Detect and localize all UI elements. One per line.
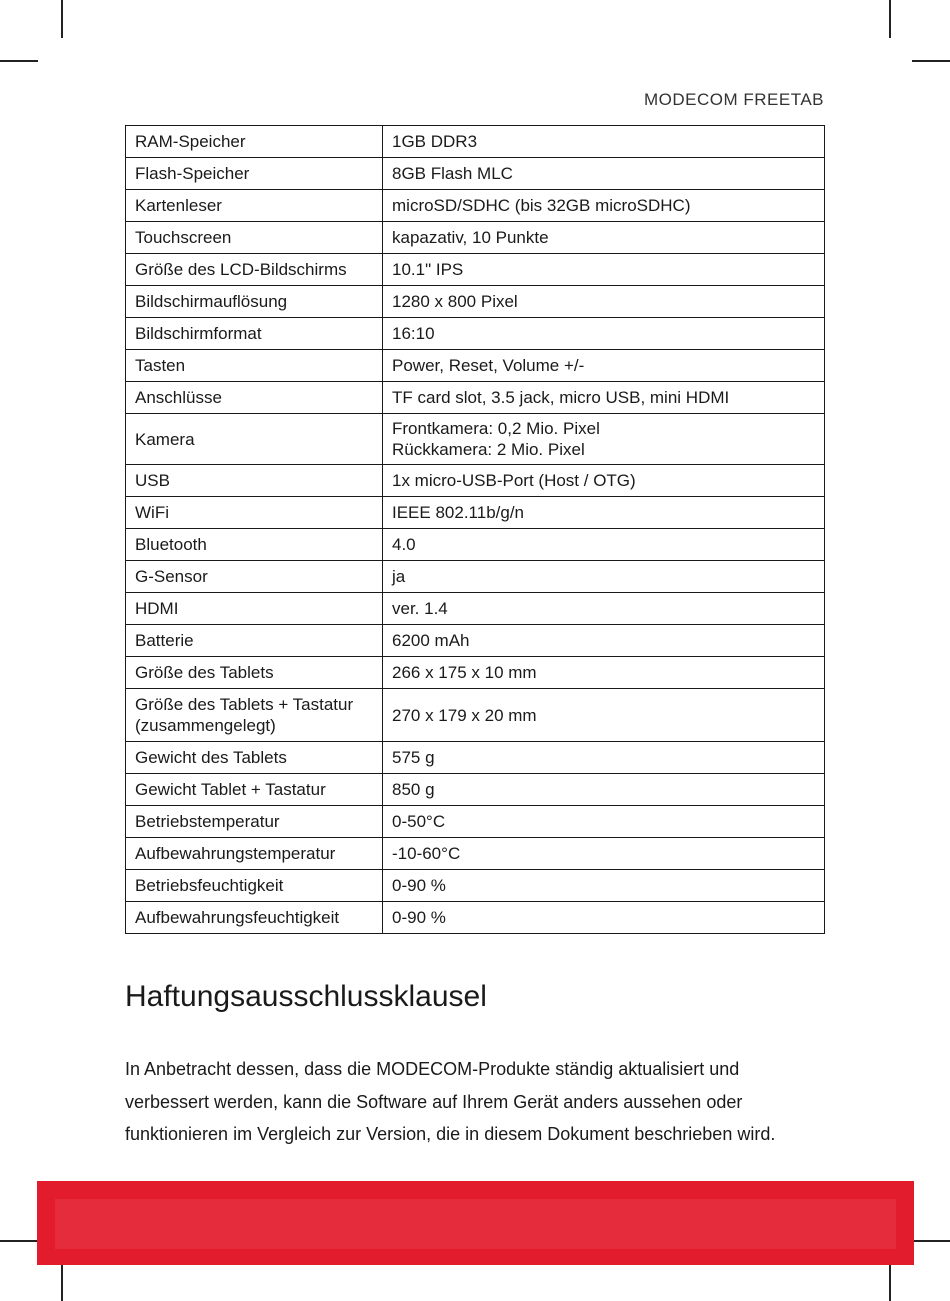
table-row <box>126 561 825 593</box>
spec-label: Flash-Speicher <box>126 158 383 190</box>
spec-label: Bluetooth <box>126 529 383 561</box>
table-row <box>126 465 825 497</box>
spec-label: WiFi <box>126 497 383 529</box>
specs-table <box>125 125 825 934</box>
spec-label: Bildschirmauflösung <box>126 286 383 318</box>
spec-value-line: Rückkamera: 2 Mio. Pixel <box>392 440 585 459</box>
spec-value: 16:10 <box>383 318 825 350</box>
table-row <box>126 689 825 742</box>
table-row <box>126 190 825 222</box>
spec-value: 1GB DDR3 <box>383 126 825 158</box>
table-row <box>126 529 825 561</box>
disclaimer-title: Haftungsausschlussklausel <box>125 980 487 1013</box>
table-row <box>126 350 825 382</box>
disclaimer-text: In Anbetracht dessen, dass die MODECOM-Produkte ständig aktualisiert und verbessert werden, kann die Software auf Ihrem Gerät anders aussehen oder funktionieren im Vergleich zur Version, die in diesem Dokument beschrieben wird. <box>125 1059 776 1144</box>
spec-label: Größe des Tablets + Tastatur (zusammengelegt) <box>126 689 383 742</box>
table-row <box>126 902 825 934</box>
spec-value: kapazativ, 10 Punkte <box>383 222 825 254</box>
spec-label: Aufbewahrungsfeuchtigkeit <box>126 902 383 934</box>
spec-value: 575 g <box>383 742 825 774</box>
crop-mark <box>61 1262 63 1301</box>
table-row <box>126 222 825 254</box>
crop-mark <box>889 1262 891 1301</box>
spec-value: 0-90 % <box>383 870 825 902</box>
table-row <box>126 126 825 158</box>
table-row <box>126 593 825 625</box>
spec-value: 850 g <box>383 774 825 806</box>
spec-label: Betriebsfeuchtigkeit <box>126 870 383 902</box>
spec-label: Anschlüsse <box>126 382 383 414</box>
table-row <box>126 497 825 529</box>
spec-label: Gewicht Tablet + Tastatur <box>126 774 383 806</box>
spec-label: G-Sensor <box>126 561 383 593</box>
crop-mark <box>889 0 891 38</box>
spec-value: 1x micro-USB-Port (Host / OTG) <box>383 465 825 497</box>
spec-value-line: Frontkamera: 0,2 Mio. Pixel <box>392 419 600 438</box>
table-row <box>126 318 825 350</box>
table-row <box>126 838 825 870</box>
spec-label: Gewicht des Tablets <box>126 742 383 774</box>
spec-value: ja <box>383 561 825 593</box>
spec-value: 1280 x 800 Pixel <box>383 286 825 318</box>
spec-label: Kartenleser <box>126 190 383 222</box>
spec-value: 8GB Flash MLC <box>383 158 825 190</box>
spec-value: microSD/SDHC (bis 32GB microSDHC) <box>383 190 825 222</box>
crop-mark <box>0 60 38 62</box>
spec-label: Größe des Tablets <box>126 657 383 689</box>
table-row <box>126 286 825 318</box>
table-row <box>126 382 825 414</box>
spec-label: Bildschirmformat <box>126 318 383 350</box>
crop-mark <box>61 0 63 38</box>
table-row <box>126 158 825 190</box>
spec-value: 6200 mAh <box>383 625 825 657</box>
spec-label: USB <box>126 465 383 497</box>
spec-value: 4.0 <box>383 529 825 561</box>
table-row <box>126 657 825 689</box>
spec-value: 10.1" IPS <box>383 254 825 286</box>
spec-label: Tasten <box>126 350 383 382</box>
spec-label: RAM-Speicher <box>126 126 383 158</box>
crop-mark <box>912 1240 950 1242</box>
spec-value: 270 x 179 x 20 mm <box>383 689 825 742</box>
table-row <box>126 625 825 657</box>
table-row <box>126 870 825 902</box>
table-row <box>126 414 825 465</box>
spec-label: Aufbewahrungstemperatur <box>126 838 383 870</box>
spec-value <box>383 414 825 465</box>
spec-value: 0-90 % <box>383 902 825 934</box>
spec-value: IEEE 802.11b/g/n <box>383 497 825 529</box>
spec-value: 266 x 175 x 10 mm <box>383 657 825 689</box>
page-header-title: MODECOM FREETAB <box>643 90 824 109</box>
spec-label: Touchscreen <box>126 222 383 254</box>
crop-mark <box>0 1240 38 1242</box>
spec-label: Größe des LCD-Bildschirms <box>126 254 383 286</box>
spec-label: Batterie <box>126 625 383 657</box>
spec-label: HDMI <box>126 593 383 625</box>
spec-value: 0-50°C <box>383 806 825 838</box>
table-row <box>126 742 825 774</box>
spec-value: TF card slot, 3.5 jack, micro USB, mini HDMI <box>383 382 825 414</box>
table-row <box>126 806 825 838</box>
spec-value: ver. 1.4 <box>383 593 825 625</box>
spec-value: Power, Reset, Volume +/- <box>383 350 825 382</box>
spec-value: -10-60°C <box>383 838 825 870</box>
spec-label: Betriebstemperatur <box>126 806 383 838</box>
table-row <box>126 254 825 286</box>
spec-label: Kamera <box>126 414 383 465</box>
footer-bar-inner <box>55 1199 896 1249</box>
table-row <box>126 774 825 806</box>
crop-mark <box>912 60 950 62</box>
